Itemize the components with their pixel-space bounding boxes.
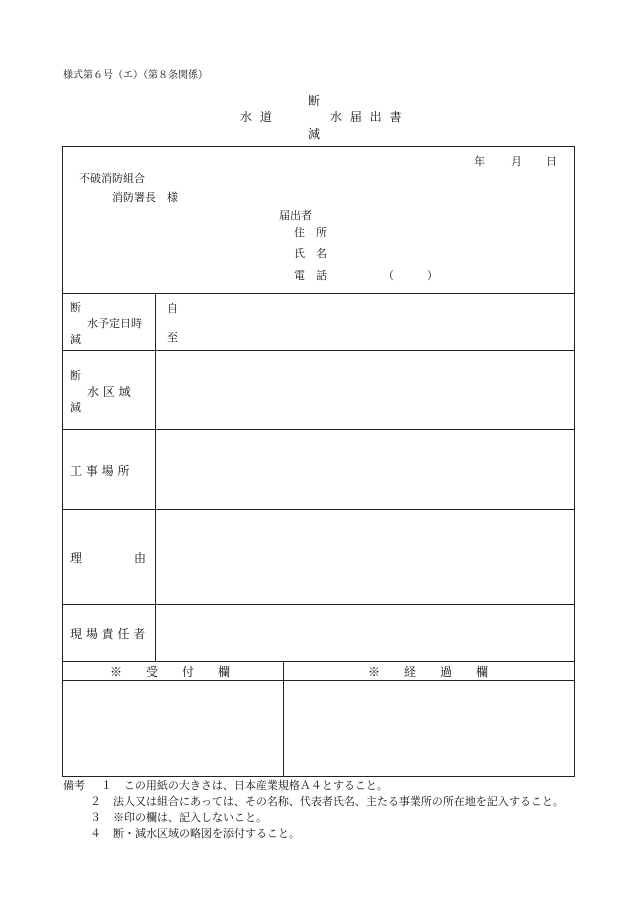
form-frame [62,146,575,777]
note-text: 法人又は組合にあっては、その名称、代表者氏名、主たる事業所の所在地を記入すること。 [113,795,564,808]
schedule-to: 至 [167,331,178,344]
reception-header: ※ 受 付 欄 [110,665,231,679]
note-number: ４ [90,827,101,840]
schedule-label-bottom: 減 [70,333,81,346]
note-number: ２ [90,795,101,808]
form-id: 様式第６号（エ）（第８条関係） [63,70,208,81]
note-number: ３ [90,811,101,824]
schedule-label-mid: 水予定日時 [87,317,142,330]
address-label: 住 所 [294,226,327,239]
note-text: 断・減水区域の略図を添付すること。 [113,827,300,840]
column-divider [155,293,156,661]
note-item [63,810,583,826]
site-manager-label: 現 場 責 任 者 [70,627,146,641]
area-label-bottom: 減 [70,401,81,414]
note-item [63,826,583,842]
note-number: １ [100,779,112,792]
phone-paren: （ ） [383,269,438,282]
note-item [63,794,583,810]
addressee-org: 不破消防組合 [79,172,145,185]
addressee-chief: 消防署長 様 [112,191,178,204]
name-label: 氏 名 [294,247,327,260]
date-month: 月 [511,155,522,168]
reason-label-2: 由 [134,551,147,565]
notes-heading: 備考 [63,779,85,792]
row-divider [62,509,575,510]
schedule-from: 自 [167,302,178,315]
schedule-label-top: 断 [70,301,81,314]
row-divider [62,429,575,430]
title-right-part: 水 届 出 書 [330,110,404,124]
area-label-top: 断 [70,369,81,382]
title-top: 断 [308,94,321,108]
notes [63,778,583,842]
row-divider [62,350,575,351]
title-left-part: 水 道 [240,110,274,124]
reason-label-1: 理 [70,551,83,565]
area-label-mid: 水 区 域 [87,385,131,399]
row-divider [62,661,575,662]
notifier-label: 届出者 [279,209,312,222]
note-item [63,778,583,794]
note-text: ※印の欄は、記入しないこと。 [113,811,267,824]
column-divider [283,661,284,776]
progress-header: ※ 経 過 欄 [368,665,489,679]
phone-label: 電 話 [294,269,327,282]
row-divider [62,604,575,605]
date-day: 日 [546,155,557,168]
row-divider [62,293,575,294]
work-site-label: 工 事 場 所 [70,464,130,478]
date-year: 年 [474,155,485,168]
row-divider [62,680,575,681]
note-text: この用紙の大きさは、日本産業規格Ａ４とすること。 [123,779,388,792]
title-bottom: 減 [308,127,321,141]
